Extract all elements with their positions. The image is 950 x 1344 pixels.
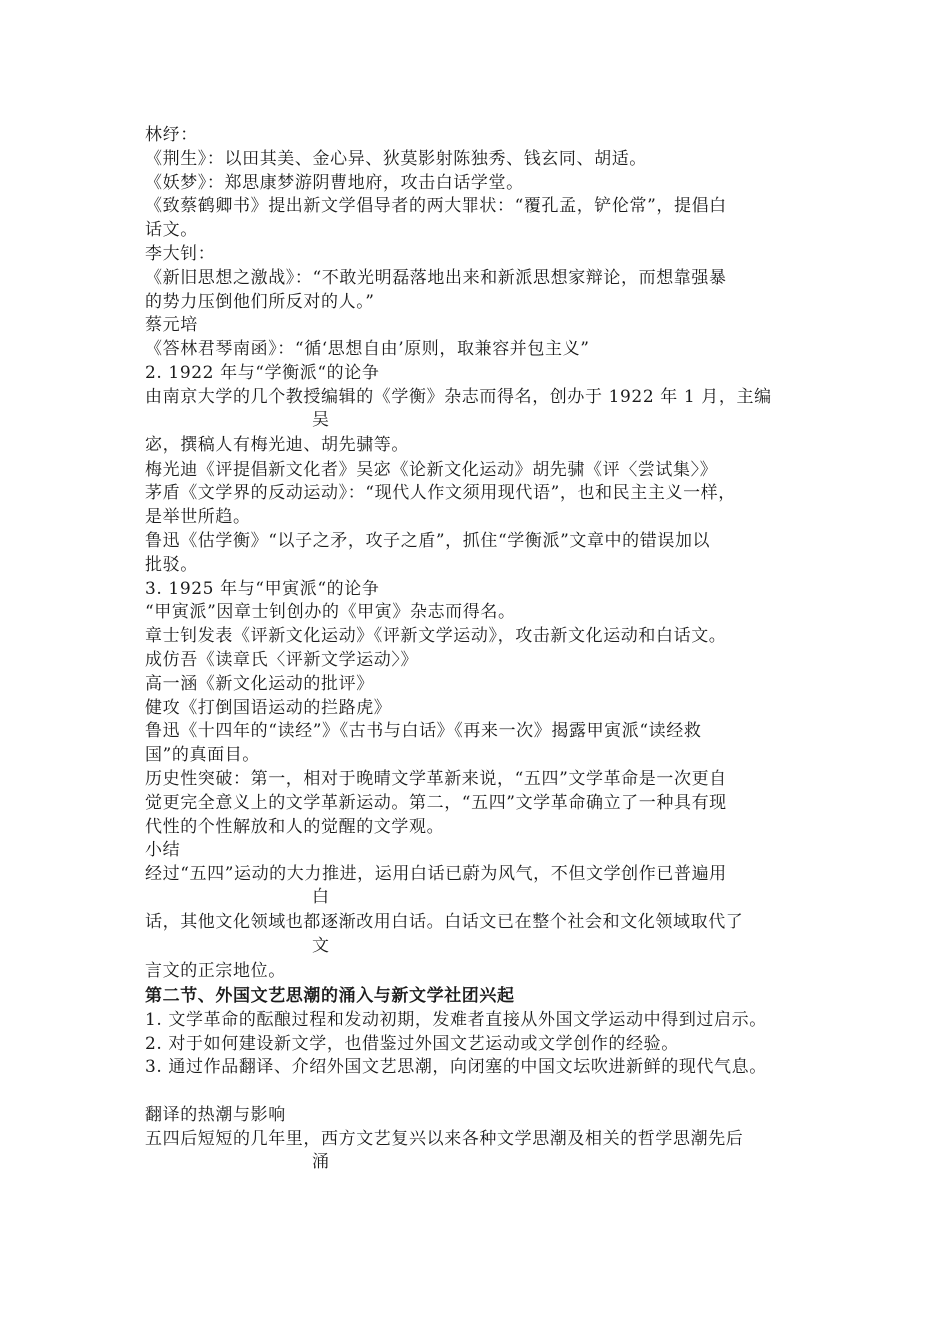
text-line: 章士钊发表《评新文化运动》《评新文学运动》，攻击新文化运动和白话文。 (145, 626, 727, 647)
list-item: 2. 对于如何建设新文学，也借鉴过外国文艺运动或文学创作的经验。 (145, 1033, 679, 1054)
text-line: 茅盾《文学界的反动运动》：“现代人作文须用现代语”，也和民主主义一样， (145, 483, 736, 504)
wrapped-char-line: 涌 (312, 1151, 330, 1172)
text-line: 由南京大学的几个教授编辑的《学衡》杂志而得名，创办于 1922 年 1 月，主编 (145, 386, 772, 407)
text-line: 健攻《打倒国语运动的拦路虎》 (145, 697, 392, 718)
text-line: 言文的正宗地位。 (145, 960, 286, 981)
text-line: 《妖梦》：郑思康梦游阴曹地府，攻击白话学堂。 (145, 172, 524, 193)
text-line: 鲁迅《十四年的“读经”》《古书与白话》《再来一次》揭露甲寅派“读经救 (145, 721, 702, 742)
text-line: 宓，撰稿人有梅光迪、胡先骕等。 (145, 434, 409, 455)
text-line: 蔡元培 (145, 315, 198, 336)
text-line: 代性的个性解放和人的觉醒的文学观。 (145, 816, 445, 837)
text-line: 成仿吾《读章氏〈评新文学运动〉》 (145, 649, 419, 670)
blank-line (145, 1080, 835, 1104)
wrapped-char-line: 文 (312, 935, 330, 956)
text-line: 鲁迅《估学衡》“以子之矛，攻子之盾”，抓住“学衡派”文章中的错误加以 (145, 530, 711, 551)
chapter-heading: 第二节、外国文艺思潮的涌入与新文学社团兴起 (145, 985, 515, 1006)
text-line: 话文。 (145, 220, 198, 241)
text-line: 《答林君琴南函》：“循‘思想自由’原则，取兼容并包主义” (145, 339, 590, 360)
text-line: 是举世所趋。 (145, 507, 251, 528)
text-line: 高一涵《新文化运动的批评》 (145, 673, 374, 694)
list-item: 3. 通过作品翻译、介绍外国文艺思潮，向闭塞的中国文坛吹进新鲜的现代气息。 (145, 1057, 767, 1078)
text-line: 五四后短短的几年里，西方文艺复兴以来各种文学思潮及相关的哲学思潮先后 (145, 1128, 744, 1149)
text-line: 《荆生》：以田其美、金心异、狄莫影射陈独秀、钱玄同、胡适。 (145, 148, 647, 169)
text-line: 《新旧思想之激战》：“不敢光明磊落地出来和新派思想家辩论，而想靠强暴 (145, 267, 727, 288)
text-line: 经过“五四”运动的大力推进，运用白话已蔚为风气，不但文学创作已普遍用 (145, 864, 727, 885)
text-line: 国”的真面目。 (145, 745, 260, 766)
text-line: 《致蔡鹤卿书》提出新文学倡导者的两大罪状：“覆孔孟，铲伦常”，提倡白 (145, 196, 727, 217)
wrapped-char-line: 吴 (312, 409, 330, 430)
text-line: 小结 (145, 840, 181, 861)
text-line: 话，其他文化领域也都逐渐改用白话。白话文已在整个社会和文化领域取代了 (145, 911, 744, 932)
text-line: 批驳。 (145, 554, 198, 575)
subheading: 翻译的热潮与影响 (145, 1105, 286, 1126)
text-line: 李大钊： (145, 243, 216, 264)
text-line: “甲寅派”因章士钊创办的《甲寅》杂志而得名。 (145, 602, 516, 623)
text-line: 的势力压倒他们所反对的人。” (145, 291, 375, 312)
section-heading: 3. 1925 年与“甲寅派“的论争 (145, 578, 380, 599)
document-body (145, 124, 835, 1173)
text-line: 历史性突破：第一，相对于晚晴文学革新来说，“五四”文学革命是一次更自 (145, 768, 727, 789)
text-line: 觉更完全意义上的文学革新运动。第二，“五四”文学革命确立了一种具有现 (145, 792, 727, 813)
section-heading: 2. 1922 年与“学衡派“的论争 (145, 362, 380, 383)
list-item: 1. 文学革命的酝酿过程和发动初期，发难者直接从外国文学运动中得到过启示。 (145, 1009, 767, 1030)
text-line: 林纾： (145, 125, 198, 145)
text-line: 梅光迪《评提倡新文化者》吴宓《论新文化运动》胡先骕《评〈尝试集〉》 (145, 459, 718, 480)
wrapped-char-line: 白 (312, 886, 330, 907)
